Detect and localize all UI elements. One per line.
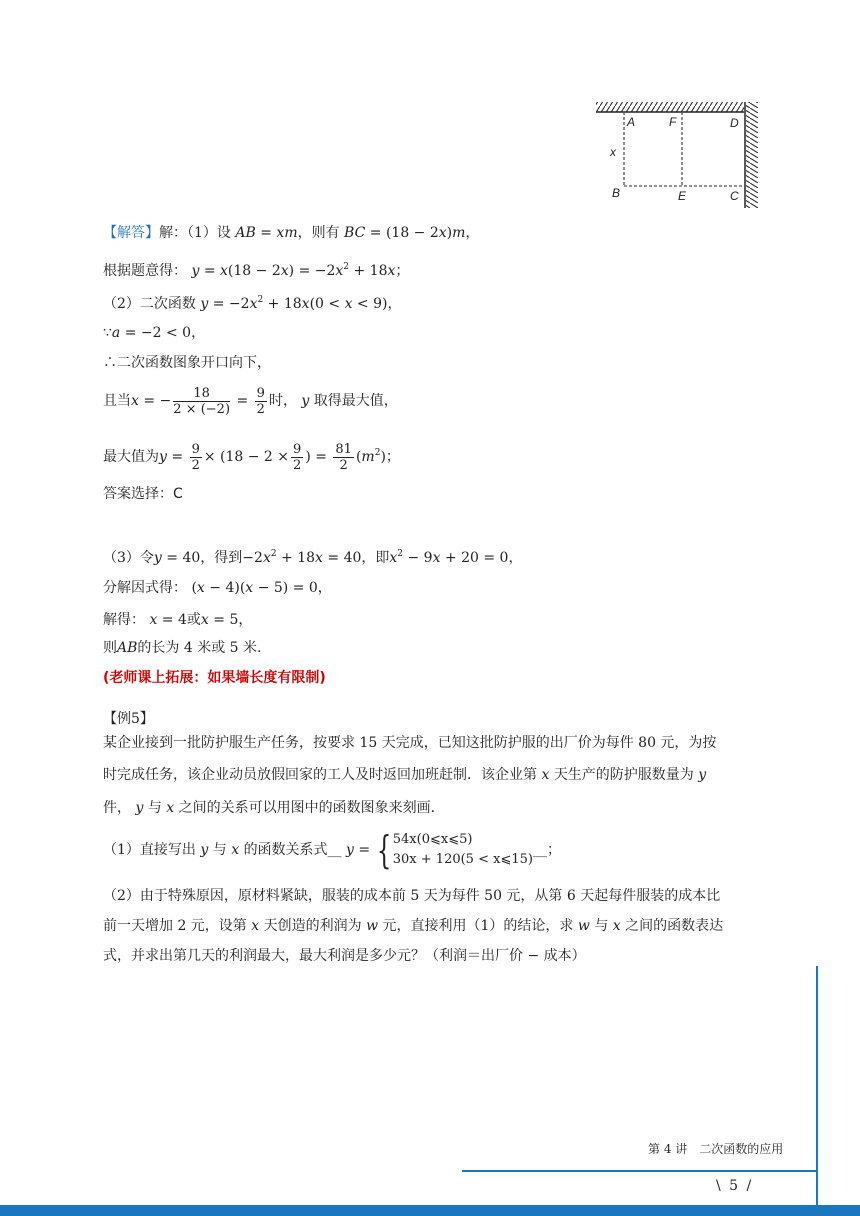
text: 时， (268, 393, 297, 409)
fence-figure (590, 98, 770, 210)
text: 或 (186, 612, 201, 628)
text: ， (387, 296, 402, 312)
question-2-line-3: 式，并求出第几天的利润最大，最大利润是多少元？（利润＝出厂价 − 成本） (103, 948, 586, 964)
label-e: E (678, 189, 687, 203)
text: 取得最大值， (313, 393, 398, 409)
text: ， (508, 550, 523, 566)
solution-line-3: （2）二次函数 $y = -2x^2 + 18x(0 < x < 9)$， (103, 295, 402, 312)
solution-line-11: 解得： x = 4或x = 5， (103, 612, 253, 628)
text: ，即 (361, 550, 390, 566)
solution-line-4: ∵a = −2 < 0， (103, 325, 206, 341)
page-number: \ 5 / (716, 1178, 754, 1194)
solution-tag: 【解答】 (103, 225, 159, 241)
solution-line-10: 分解因式得： (x − 4)(x − 5) = 0， (103, 580, 332, 596)
text: 天生产的防护服数量为 (553, 767, 694, 783)
question-1: （1）直接写出 y 与 x 的函数关系式__ y = { 54x(0⩽x⩽5) 30x + 120(5 < x⩽15) __； (103, 828, 561, 872)
text: 与 (594, 918, 609, 934)
bottom-bar (0, 1205, 860, 1216)
footer-vertical-rule (816, 966, 818, 1216)
text: 解：（1）设 (159, 225, 231, 241)
solution-line-7: 最大值为y = $\frac{9}{2}$ × (18 − 2 × $\frac{9}{2}$ ) = $\frac{81}{2}$ $(m^2)$； (103, 441, 400, 473)
text: 之间的关系可以用图中的函数图象来刻画. (178, 800, 436, 816)
solution-line-9: （3）令y = 40，得到$-2x^2 + 18x = 40$，即$x^2 - 9x + 20 = 0$， (103, 549, 523, 566)
example-para-3: 件， y 与 x 之间的关系可以用图中的函数图象来刻画. (103, 800, 436, 816)
text: 之间的函数表达 (625, 918, 724, 934)
solution-line-6: 且当x = − $\frac{18}{2 \times (-2)}$ = $\frac{9}{2}$ 时， y 取得最大值， (103, 385, 398, 417)
label-a: A (627, 115, 636, 129)
text: ， (238, 612, 253, 628)
text: 前一天增加 2 元，设第 (103, 918, 247, 934)
case-1: 54x(0⩽x⩽5) (392, 832, 473, 847)
text: （2）二次函数 (103, 296, 196, 312)
text: ， (465, 225, 480, 241)
label-c: C (730, 189, 739, 203)
text: 最大值为 (103, 449, 159, 465)
text: 件， (103, 800, 131, 816)
solution-line-5 (103, 353, 271, 373)
text: 时完成任务，该企业动员放假回家的工人及时返回加班赶制．该企业第 (103, 767, 537, 783)
text: 则 (103, 640, 117, 656)
text: 的函数关系式__ (243, 842, 342, 858)
text: （3）令 (103, 550, 154, 566)
text: ∵ (103, 325, 112, 341)
footer-horizontal-rule (462, 1170, 817, 1172)
right-wall-hatch (746, 102, 758, 208)
solution-line-12: 则AB的长为 4 米或 5 米. (103, 640, 262, 656)
example-para-2: 时完成任务，该企业动员放假回家的工人及时返回加班赶制．该企业第 x 天生产的防护服数量为 y (103, 767, 707, 783)
text: 根据题意得： (103, 263, 187, 279)
text: 且当 (103, 393, 131, 409)
example-heading: 【例5】 (103, 711, 154, 727)
text: 的长为 4 米或 5 米. (137, 640, 262, 656)
top-wall-hatch (596, 102, 744, 112)
solution-line-2: 根据题意得： $y = x(18 - 2x) = -2x^2 + 18x$； (103, 262, 410, 279)
text: ，得到 (200, 550, 243, 566)
teacher-extension-note: (老师课上拓展：如果墙长度有限制) (103, 670, 326, 686)
label-f: F (669, 115, 677, 129)
label-d: D (730, 116, 739, 130)
text: 分解因式得： (103, 580, 187, 596)
text: 元，直接利用（1）的结论，求 (382, 918, 574, 934)
question-2-line-1: （2）由于特殊原因，原材料紧缺，服装的成本前 5 天为每件 50 元，从第 6 天起每件服装的成本比 (103, 888, 721, 904)
solution-line-1: 【解答】解：（1）设 AB = xm，则有 BC = (18 − 2x)m， (103, 225, 480, 241)
example-para-1: 某企业接到一批防护服生产任务，按要求 15 天完成，已知这批防护服的出厂价为每件 80 元，为按 (103, 735, 717, 751)
question-2-line-2: 前一天增加 2 元，设第 x 天创造的利润为 w 元，直接利用（1）的结论，求 w 与 x 之间的函数表达 (103, 918, 724, 934)
text: ，则有 (297, 225, 340, 241)
text: （1）直接写出 (103, 842, 196, 858)
text: ， (191, 325, 206, 341)
label-b: B (612, 186, 621, 200)
text: __； (532, 842, 561, 858)
text: ∴二次函数图象开口向下， (103, 355, 271, 371)
text: 与 (212, 842, 227, 858)
text: 解得： (103, 612, 145, 628)
case-2: 30x + 120(5 < x⩽15) (392, 852, 533, 867)
text: 与 (147, 800, 162, 816)
footer-lesson-title: 第 4 讲 二次函数的应用 (648, 1142, 784, 1156)
answer-line: 答案选择：C (103, 486, 183, 502)
text: 天创造的利润为 (263, 918, 362, 934)
label-x: x (610, 145, 616, 159)
